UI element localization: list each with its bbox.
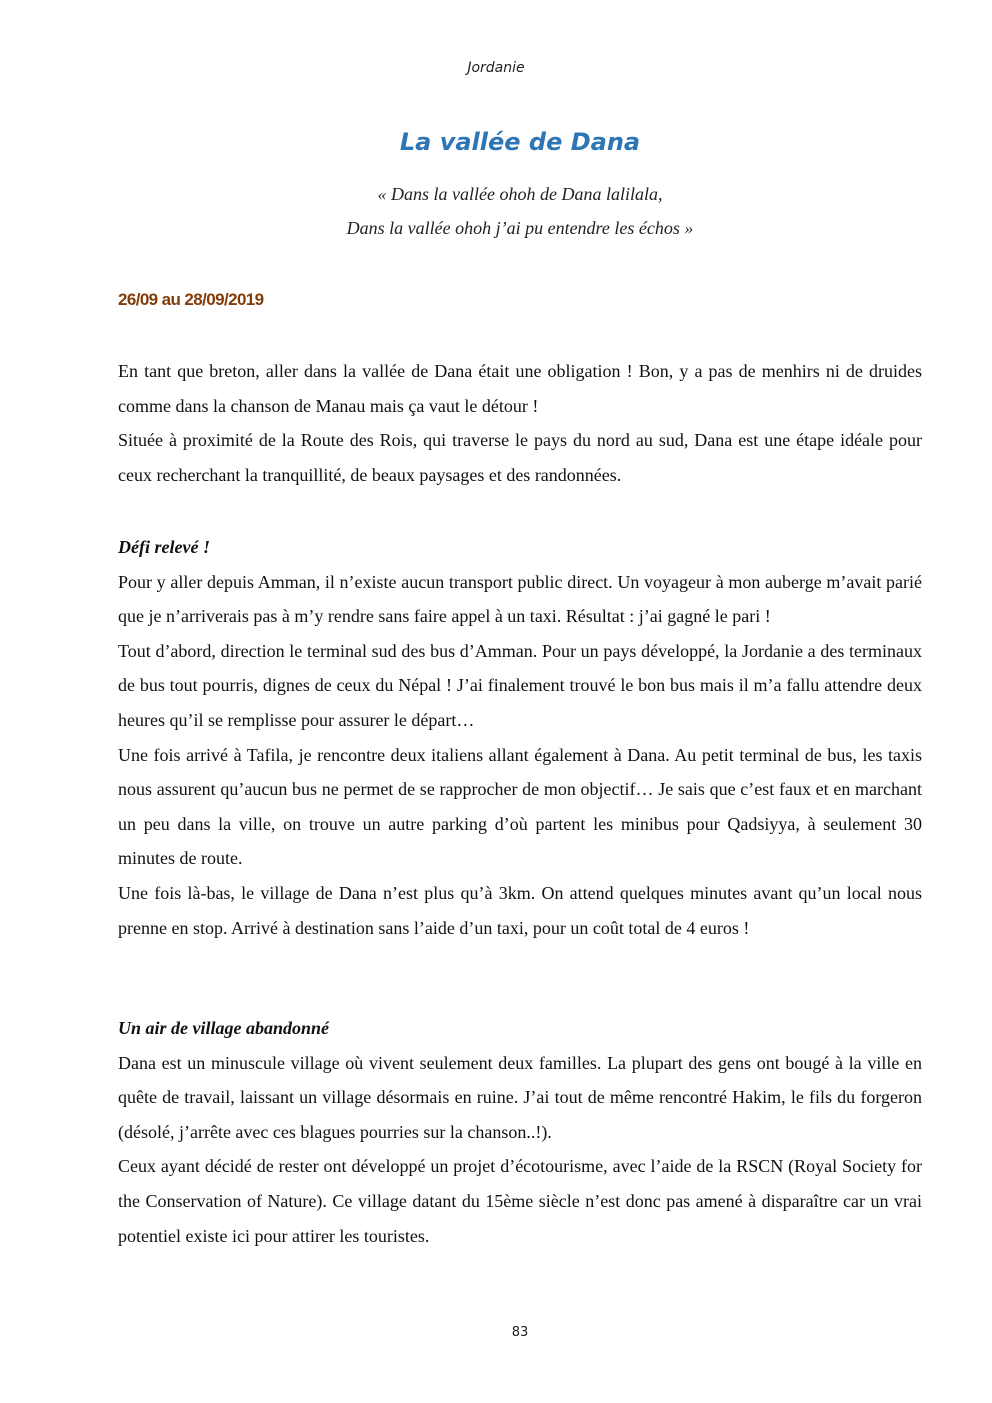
section-paragraph: Dana est un minuscule village où vivent seulement deux familles. La plupart des gens ont bougé à la ville en quête de travail, laissant un village désormais en ruine. J’ai tout de même rencontré Hakim, le fils du forgeron (désolé, j’arrête avec ces blagues pourries sur la chanson..!). <box>118 1052 922 1142</box>
intro-paragraph: Située à proximité de la Route des Rois, qui traverse le pays du nord au sud, Dana est une étape idéale pour ceux recherchant la tranquillité, de beaux paysages et des randonnées. <box>118 430 922 485</box>
page-title: La vallée de Dana <box>399 128 641 156</box>
section-paragraph: Une fois là-bas, le village de Dana n’est plus qu’à 3km. On attend quelques minutes avant qu’un local nous prenne en stop. Arrivé à destination sans l’aide d’un taxi, pour un coût total de 4 euros ! <box>118 882 922 938</box>
section-defi-releve <box>118 530 922 945</box>
section-paragraph: Une fois arrivé à Tafila, je rencontre deux italiens allant également à Dana. Au petit terminal de bus, les taxis nous assurent qu’aucun bus ne permet de se rapprocher de mon objectif… Je sais que c’est faux et en marchant un peu dans la ville, on trouve un autre parking d’où partent les minibus pour Qadsiyya, à seulement 30 minutes de route. <box>118 744 922 869</box>
date-range: 26/09 au 28/09/2019 <box>118 290 264 309</box>
intro-paragraph: En tant que breton, aller dans la vallée de Dana était une obligation ! Bon, y a pas de menhirs ni de druides comme dans la chanson de Manau mais ça vaut le détour ! <box>118 361 922 416</box>
running-header: Jordanie <box>467 60 525 76</box>
section-heading: Un air de village abandonné <box>118 1018 330 1038</box>
epigraph-line-1: « Dans la vallée ohoh de Dana lalilala, <box>377 184 663 204</box>
section-village-abandonne <box>118 1011 922 1253</box>
section-paragraph: Pour y aller depuis Amman, il n’existe aucun transport public direct. Un voyageur à mon auberge m’avait parié que je n’arriverais pas à m’y rendre sans faire appel à un taxi. Résultat : j’ai gagné le pari ! <box>118 571 922 627</box>
section-paragraph: Tout d’abord, direction le terminal sud des bus d’Amman. Pour un pays développé, la Jordanie a des terminaux de bus tout pourris, dignes de ceux du Népal ! J’ai finalement trouvé le bon bus mais il m’a fallu attendre deux heures qu’il se remplisse pour assurer le départ… <box>118 640 922 730</box>
section-paragraph: Ceux ayant décidé de rester ont développé un projet d’écotourisme, avec l’aide de la RSCN (Royal Society for the Conservation of Nature). Ce village datant du 15ème siècle n’est donc pas amené à disparaître car un vrai potentiel existe ici pour attirer les touristes. <box>118 1156 922 1246</box>
epigraph-line-2: Dans la vallée ohoh j’ai pu entendre les échos » <box>346 218 694 238</box>
section-heading: Défi relevé ! <box>118 537 210 557</box>
page-number: 83 <box>511 1325 529 1340</box>
intro-block <box>118 354 922 492</box>
